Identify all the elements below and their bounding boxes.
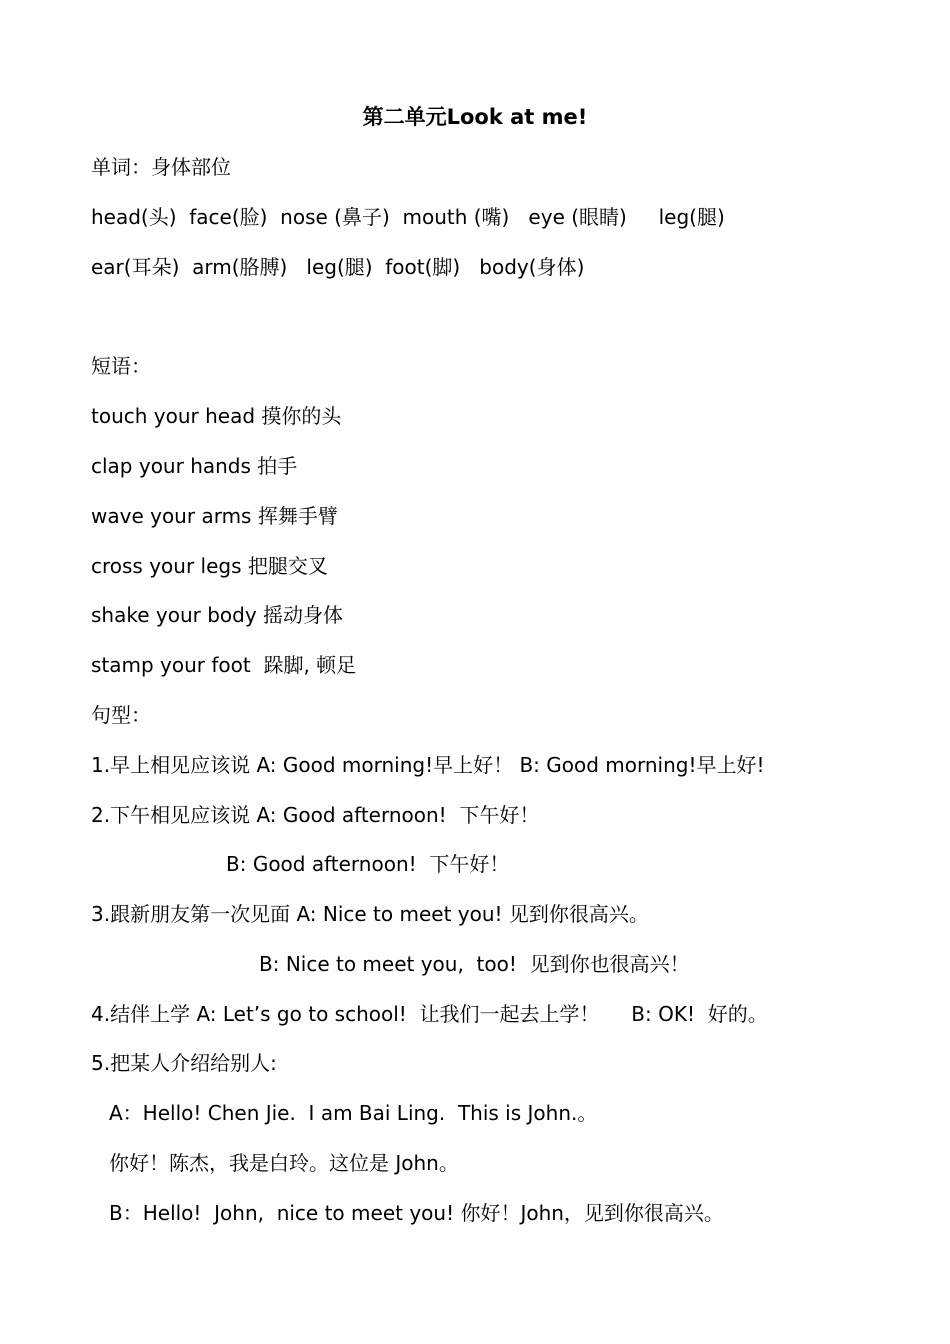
- sentence-4: 4.结伴上学 A: Let’s go to school! 让我们一起去上学！ B: OK! 好的。: [91, 1002, 768, 1026]
- vocab-line-1: head(头) face(脸) nose (鼻子) mouth (嘴) eye (眼睛) leg(腿): [91, 205, 725, 229]
- phrase-item: wave your arms 挥舞手臂: [91, 504, 338, 528]
- dialogue-a: A：Hello! Chen Jie. I am Bai Ling. This is John.。: [109, 1101, 598, 1125]
- phrase-item: cross your legs 把腿交叉: [91, 554, 328, 578]
- page-title: 第二单元Look at me!: [362, 105, 588, 129]
- phrase-item: clap your hands 拍手: [91, 454, 298, 478]
- vocab-heading: 单词：身体部位: [91, 155, 231, 179]
- dialogue-b: B：Hello! John, nice to meet you! 你好！John，见到你很高兴。: [109, 1201, 724, 1225]
- phrase-item: touch your head 摸你的头: [91, 404, 342, 428]
- sentence-3a: 3.跟新朋友第一次见面 A: Nice to meet you! 见到你很高兴。: [91, 902, 649, 926]
- sentence-2b: B: Good afternoon! 下午好！: [226, 852, 510, 876]
- sentence-1: 1.早上相见应该说 A: Good morning!早上好！ B: Good morning!早上好!: [91, 753, 765, 777]
- dialogue-a-translation: 你好！陈杰，我是白玲。这位是 John。: [109, 1151, 459, 1175]
- phrase-item: shake your body 摇动身体: [91, 603, 344, 627]
- sentence-3b: B: Nice to meet you, too! 见到你也很高兴！: [259, 952, 690, 976]
- phrase-item: stamp your foot 跺脚, 顿足: [91, 653, 357, 677]
- sentence-2a: 2.下午相见应该说 A: Good afternoon! 下午好！: [91, 803, 540, 827]
- sentence-5: 5.把某人介绍给别人:: [91, 1051, 277, 1075]
- sentences-heading: 句型：: [91, 703, 151, 727]
- vocab-line-2: ear(耳朵) arm(胳膊) leg(腿) foot(脚) body(身体): [91, 255, 585, 279]
- phrases-heading: 短语：: [91, 354, 151, 378]
